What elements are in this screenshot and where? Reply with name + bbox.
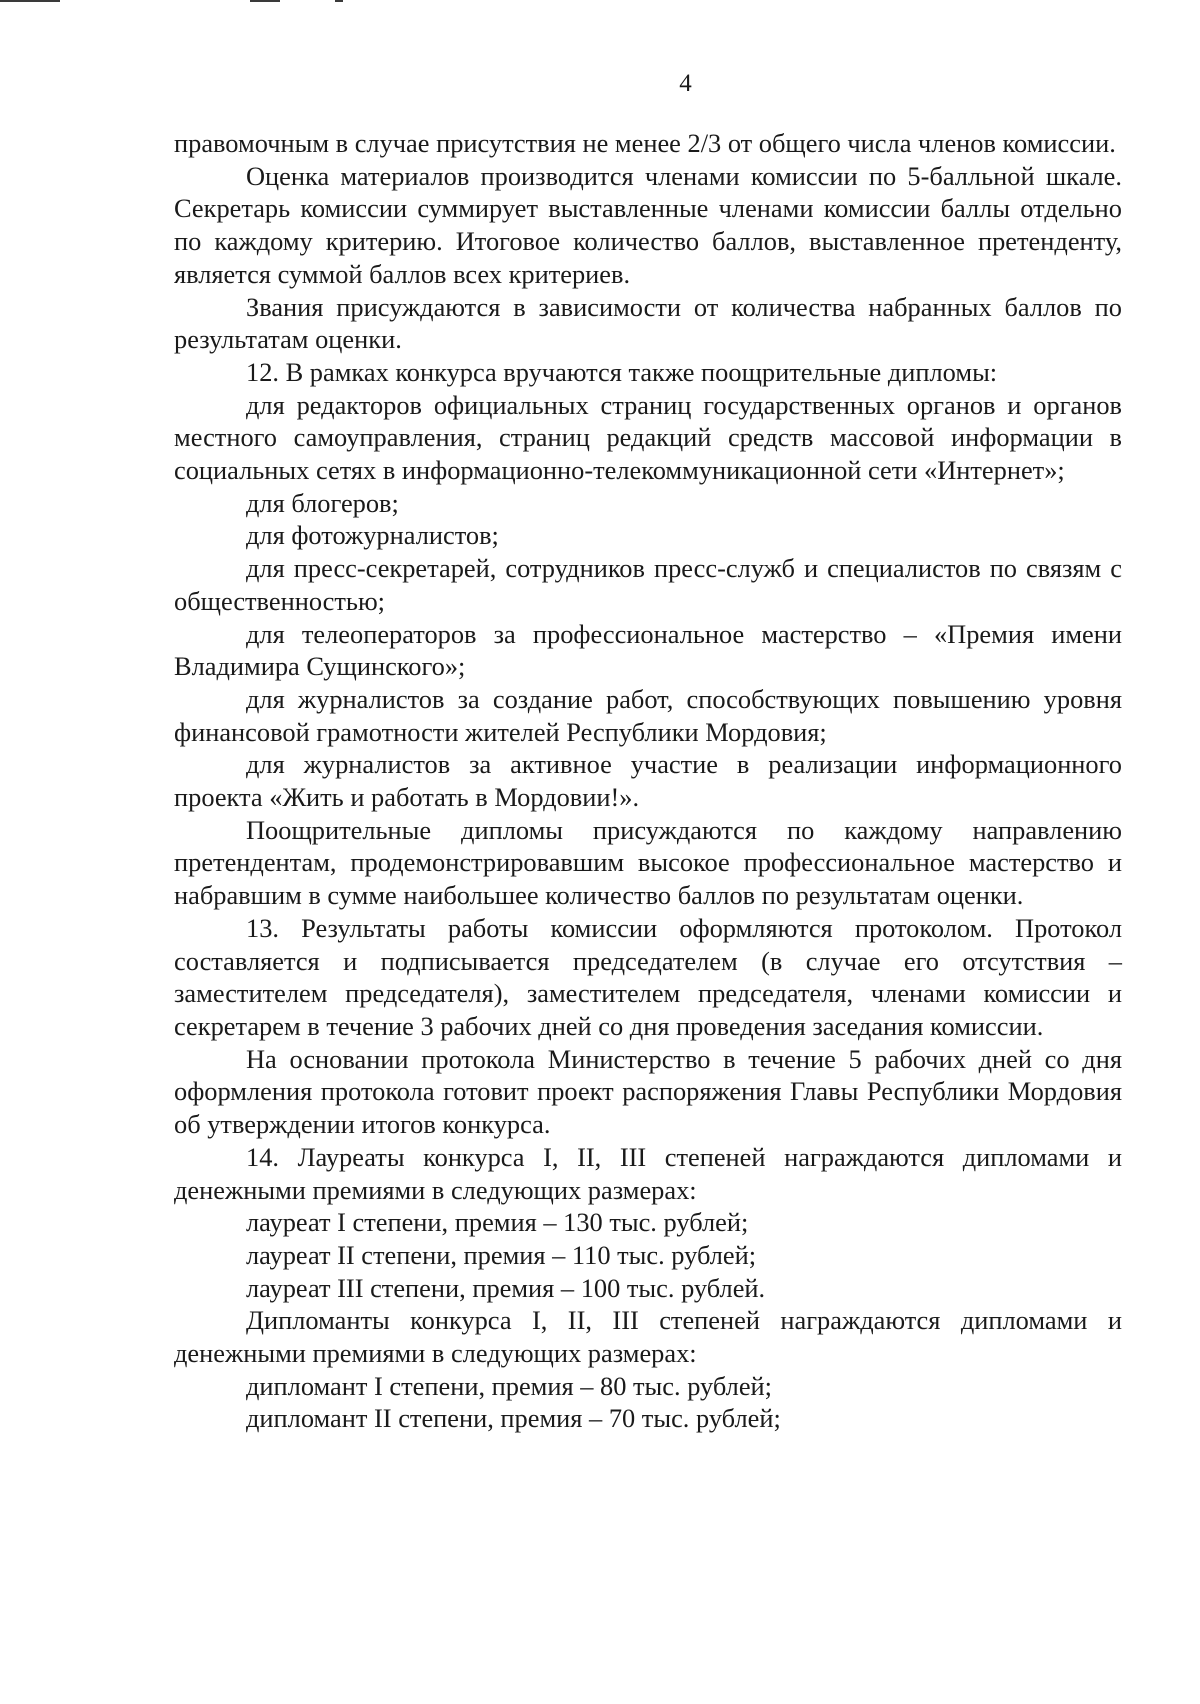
paragraph: Дипломанты конкурса I, II, III степеней награждаются дипломами и денежными премиями в следующих размерах: — [174, 1305, 1122, 1369]
section-paragraph-13: 13. Результаты работы комиссии оформляются протоколом. Протокол составляется и подписывается председателем (в случае его отсутствия – заместителем председателя), заместителем председателя, членами комиссии и секретарем в течение 3 рабочих дней со дня проведения заседания комиссии. — [174, 912, 1122, 1041]
scan-edge-mark — [0, 0, 60, 2]
paragraph: Оценка материалов производится членами комиссии по 5-балльной шкале. Секретарь комиссии суммирует выставленные членами комиссии баллы отдельно по каждому критерию. Итоговое количество баллов, выставленное претенденту, является суммой баллов всех критериев. — [174, 160, 1122, 289]
prize-item: дипломант I степени, премия – 80 тыс. рублей; — [246, 1370, 772, 1401]
prize-item: лауреат II степени, премия – 110 тыс. рублей; — [246, 1239, 757, 1270]
paragraph: Поощрительные дипломы присуждаются по каждому направлению претендентам, продемонстрировавшим высокое профессиональное мастерство и набравшим в сумме наибольшее количество баллов по результатам оценки. — [174, 814, 1122, 911]
prize-item: дипломант II степени, премия – 70 тыс. рублей; — [246, 1403, 781, 1434]
paragraph: Звания присуждаются в зависимости от количества набранных баллов по результатам оценки. — [174, 291, 1122, 355]
scan-edge-mark — [250, 0, 280, 2]
prize-item: лауреат I степени, премия – 130 тыс. рублей; — [246, 1207, 749, 1238]
section-paragraph-14: 14. Лауреаты конкурса I, II, III степеней награждаются дипломами и денежными премиями в следующих размерах: — [174, 1141, 1122, 1205]
document-body — [174, 127, 1122, 1435]
paragraph: На основании протокола Министерство в течение 5 рабочих дней со дня оформления протокола готовит проект распоряжения Главы Республики Мордовия об утверждении итогов конкурса. — [174, 1043, 1122, 1140]
list-item: для фотожурналистов; — [246, 520, 499, 551]
paragraph: правомочным в случае присутствия не менее 2/3 от общего числа членов комиссии. — [174, 128, 1116, 158]
page-number: 4 — [679, 70, 692, 97]
list-item: для телеоператоров за профессиональное мастерство – «Премия имени Владимира Сущинского»; — [174, 618, 1122, 682]
section-heading-12: 12. В рамках конкурса вручаются также поощрительные дипломы: — [246, 356, 998, 387]
list-item: для журналистов за активное участие в реализации информационного проекта «Жить и работать в Мордовии!». — [174, 749, 1122, 813]
list-item: для пресс-секретарей, сотрудников пресс-служб и специалистов по связям с общественностью; — [174, 553, 1122, 616]
list-item: для редакторов официальных страниц государственных органов и органов местного самоуправления, страниц редакций средств массовой информации в социальных сетях в информационно-телекоммуникационной сети «Интернет»; — [174, 389, 1122, 486]
list-item: для блогеров; — [246, 487, 399, 518]
prize-item: лауреат III степени, премия – 100 тыс. рублей. — [246, 1272, 766, 1303]
scan-edge-mark — [335, 0, 343, 2]
list-item: для журналистов за создание работ, способствующих повышению уровня финансовой грамотности жителей Республики Мордовия; — [174, 683, 1122, 747]
